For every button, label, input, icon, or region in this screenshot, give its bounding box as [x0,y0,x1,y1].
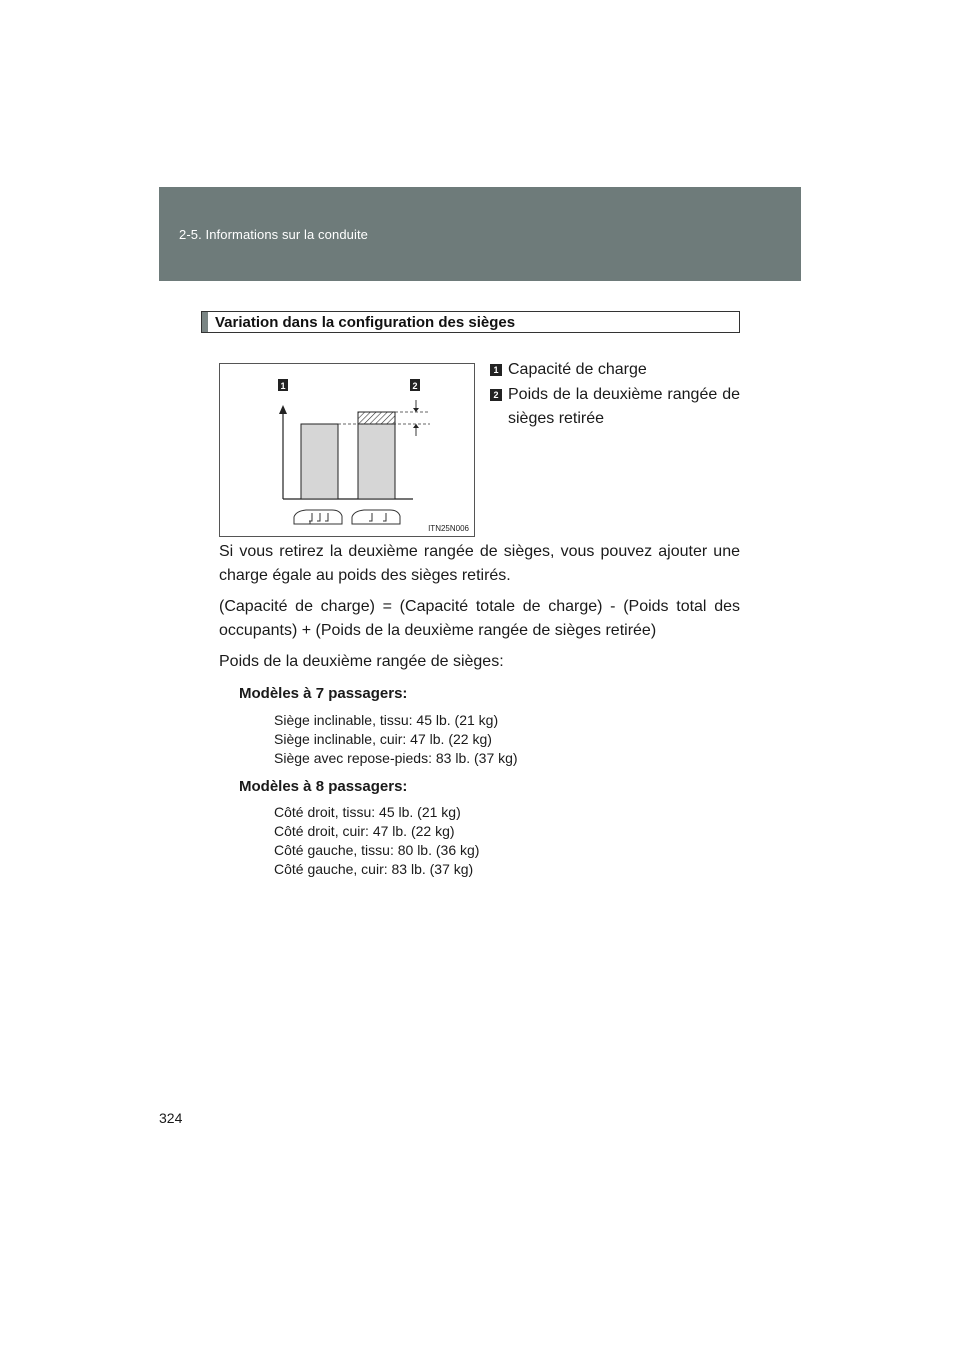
chapter-header [159,187,801,281]
y-axis-arrow [279,405,287,414]
legend-badge-2: 2 [490,389,502,401]
bar-removed-seat-weight [358,412,395,424]
paragraph-removal: Si vous retirez la deuxième rangée de sièges, vous pouvez ajouter une charge égale au poids des sièges retirés. [219,543,740,584]
heading-8-passengers: Modèles à 8 passagers: [239,778,408,795]
vehicle-three-rows-icon [294,510,342,524]
list-item: Côté gauche, cuir: 83 lb. (37 kg) [274,861,474,877]
paragraph-formula: (Capacité de charge) = (Capacité totale de charge) - (Poids total des occupants) + (Poids de la deuxième rangée de sièges retirée) [219,598,740,639]
diagram-badge-1-label: 1 [280,381,286,391]
breadcrumb: 2-5. Informations sur la conduite [179,227,369,242]
list-item: Côté droit, cuir: 47 lb. (22 kg) [274,823,455,839]
section-title: Variation dans la configuration des sièges [215,314,516,331]
diagram-legend [490,358,740,431]
legend-item-capacity [490,358,740,382]
vehicle-two-rows-icon [352,510,400,524]
heading-7-passengers: Modèles à 7 passagers: [239,685,408,702]
legend-badge-1: 1 [490,364,502,376]
bar-capacity [301,424,338,499]
list-item: Siège inclinable, cuir: 47 lb. (22 kg) [274,731,492,747]
list-7-passengers [274,711,518,768]
legend-item-removed-weight [490,383,740,431]
load-capacity-diagram [219,363,475,537]
legend-text-2: Poids de la deuxième rangée de sièges retirée [508,386,740,427]
diagram-graphic [220,364,474,536]
section-accent [202,312,208,332]
list-8-passengers [274,803,479,879]
bar-capacity-with-removed-seats [358,424,395,499]
list-item: Siège avec repose-pieds: 83 lb. (37 kg) [274,750,518,766]
paragraph-seat-weight: Poids de la deuxième rangée de sièges: [219,653,504,670]
legend-text-1: Capacité de charge [508,361,647,378]
figure-code: ITN25N006 [428,524,469,533]
list-item: Côté gauche, tissu: 80 lb. (36 kg) [274,842,480,858]
section-heading [201,311,740,333]
diagram-badge-2-label: 2 [412,381,418,391]
list-item: Siège inclinable, tissu: 45 lb. (21 kg) [274,712,499,728]
page-number: 324 [159,1110,183,1126]
list-item: Côté droit, tissu: 45 lb. (21 kg) [274,804,461,820]
